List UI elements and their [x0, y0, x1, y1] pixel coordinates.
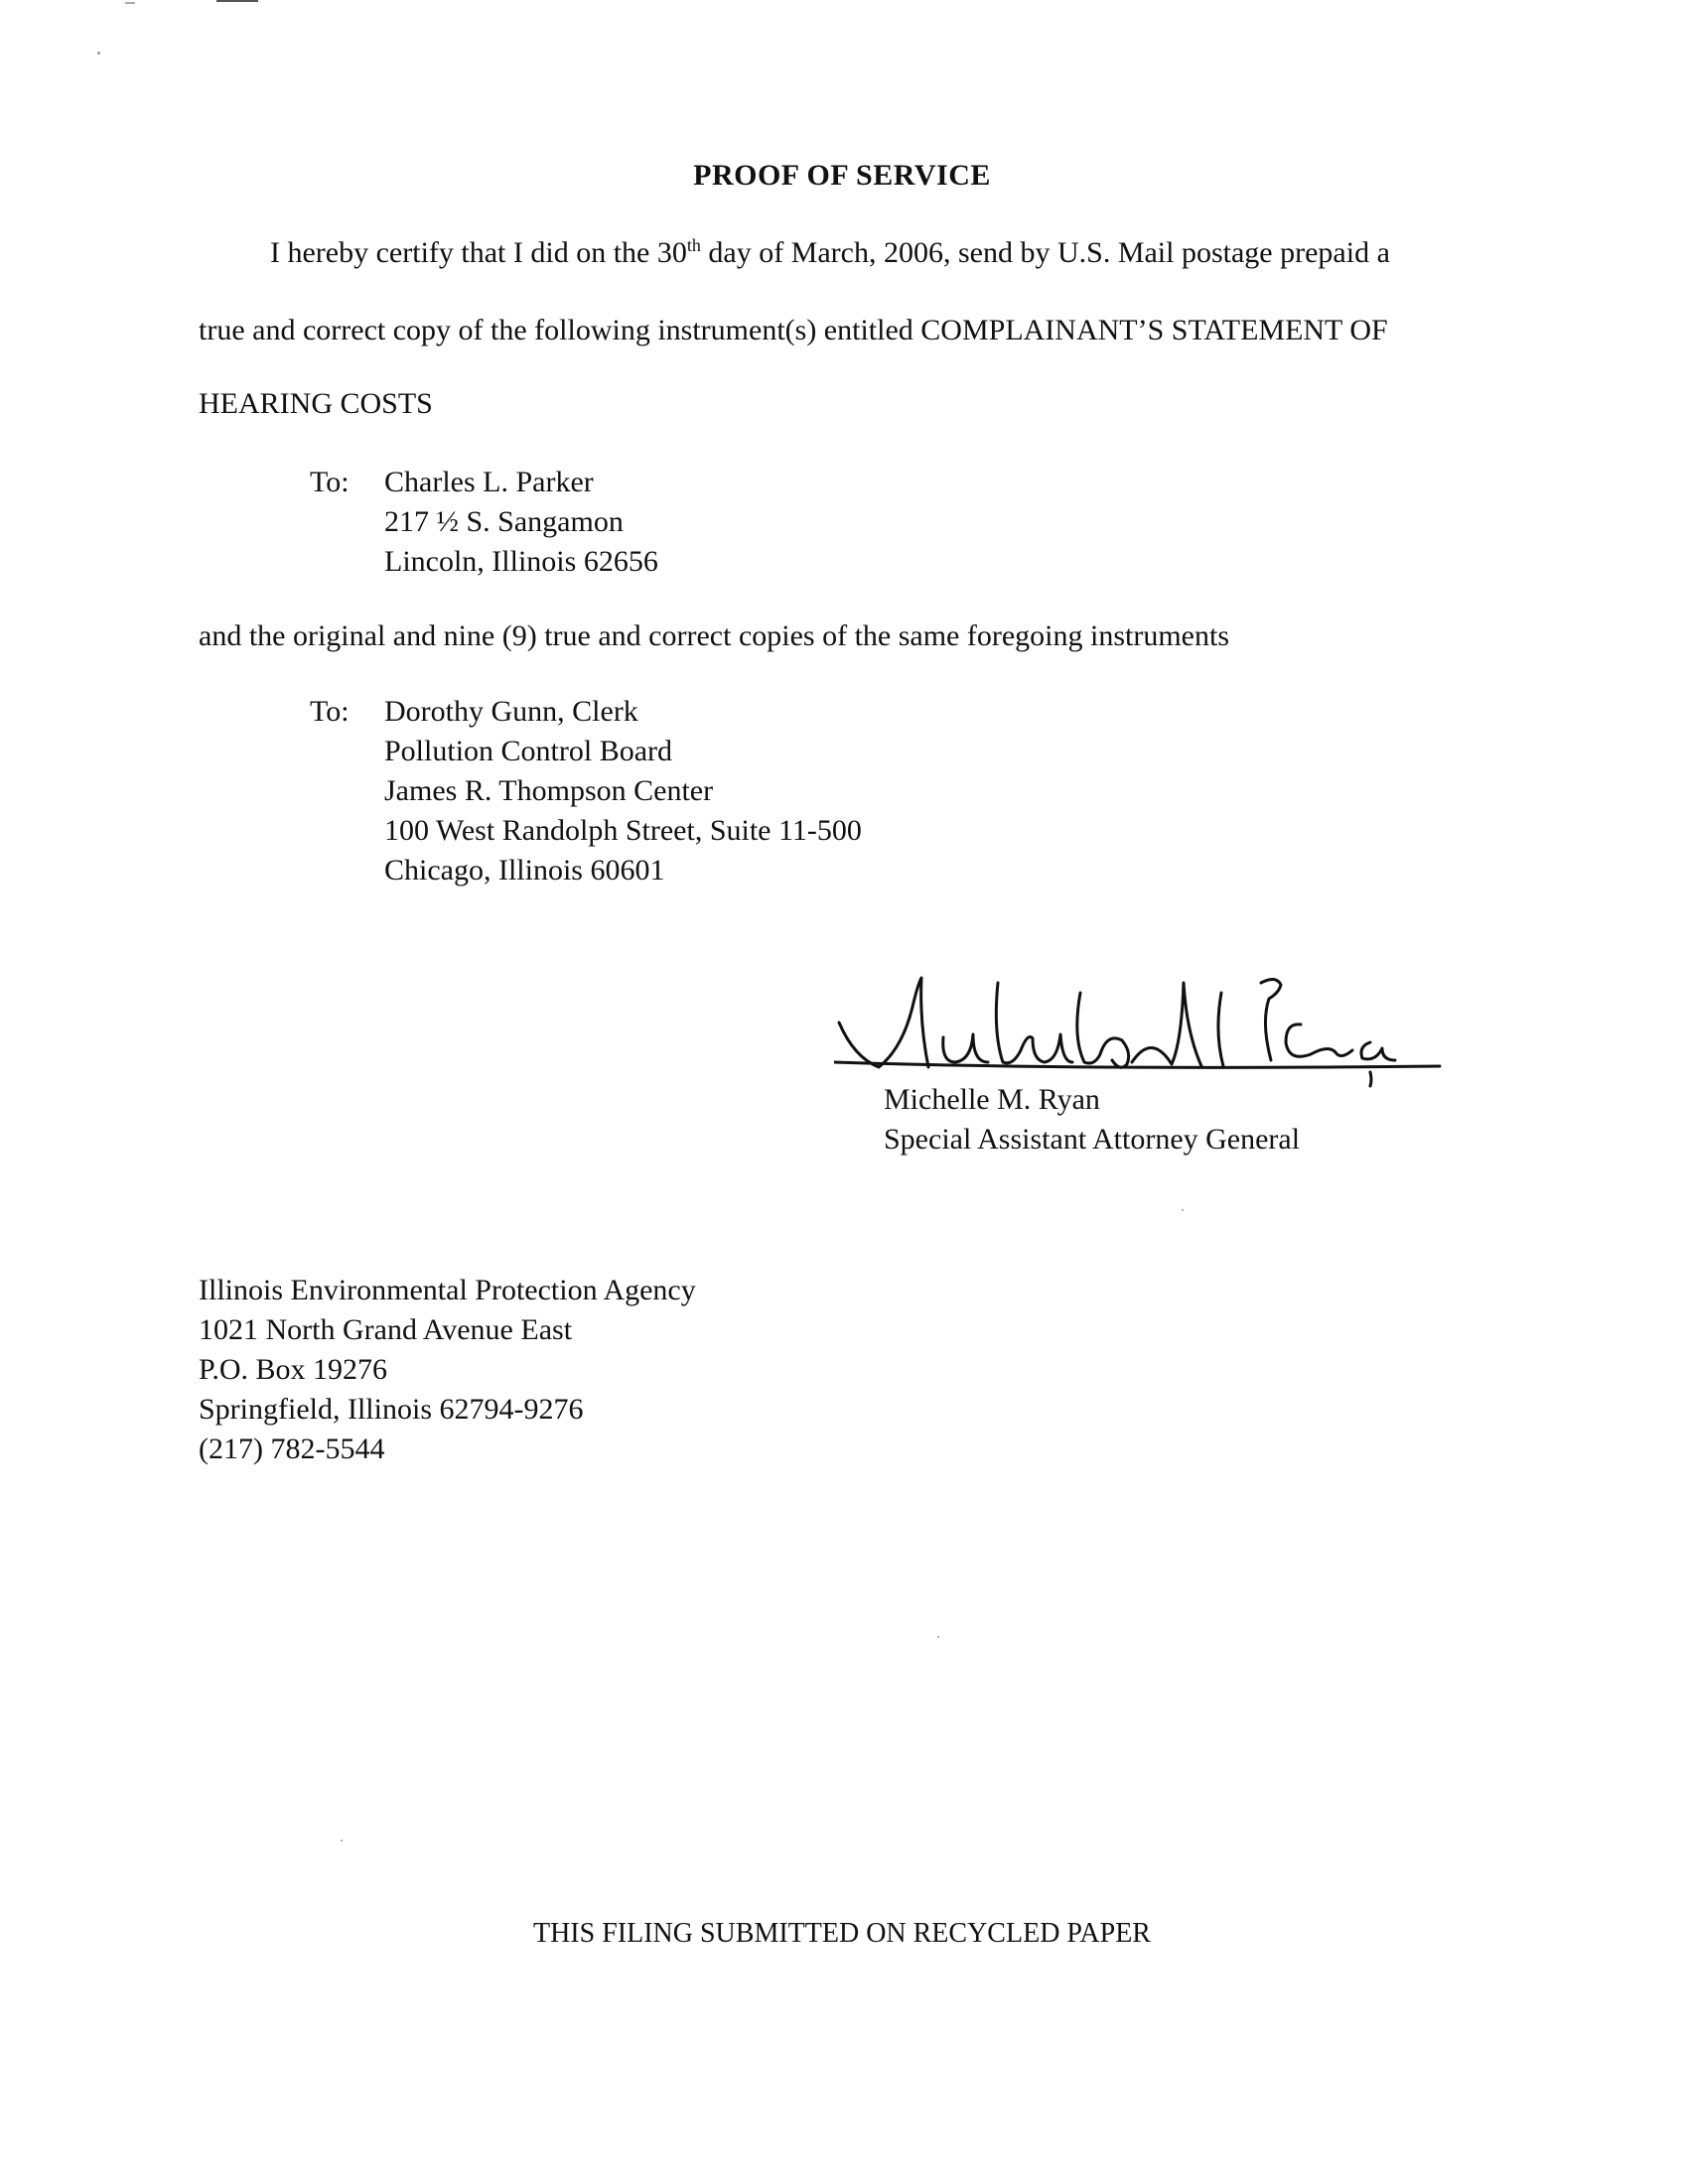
agency-name: Illinois Environmental Protection Agency [199, 1274, 696, 1306]
agency-street: 1021 North Grand Avenue East [199, 1313, 573, 1346]
signer-title: Special Assistant Attorney General [884, 1123, 1301, 1156]
recipient-2-city: Chicago, Illinois 60601 [384, 854, 665, 887]
scan-speck [1182, 1209, 1184, 1211]
scan-mark [216, 0, 258, 2]
certify-line-1 [270, 236, 1390, 270]
scan-mark [125, 2, 135, 4]
recipient-1-to-label: To: [310, 466, 350, 498]
recipient-2-name: Dorothy Gunn, Clerk [384, 695, 638, 728]
recipient-1-street: 217 ½ S. Sangamon [384, 505, 624, 538]
footer-note: THIS FILING SUBMITTED ON RECYCLED PAPER [532, 1918, 1151, 1949]
agency-city: Springfield, Illinois 62794-9276 [199, 1393, 584, 1426]
signature-image [834, 963, 1450, 1092]
certify-superscript: th [686, 235, 701, 255]
scan-speck [937, 1636, 939, 1638]
signer-name: Michelle M. Ryan [884, 1083, 1100, 1116]
certify-line-3: HEARING COSTS [199, 387, 433, 420]
agency-po-box: P.O. Box 19276 [199, 1353, 388, 1386]
recipient-2-to-label: To: [310, 695, 350, 728]
signer-block [884, 1080, 1300, 1160]
recipient-2-org: Pollution Control Board [384, 735, 673, 767]
certify-line-2: true and correct copy of the following instrument(s) entitled COMPLAINANT’S STATEMENT OF [199, 314, 1388, 346]
agency-block [199, 1271, 696, 1469]
certify-text-part2: day of March, 2006, send by U.S. Mail postage prepaid a [700, 236, 1390, 269]
page-title: PROOF OF SERVICE [693, 159, 991, 192]
agency-phone: (217) 782-5544 [199, 1433, 385, 1465]
recipient-2-street: 100 West Randolph Street, Suite 11-500 [384, 814, 862, 847]
recipient-1-city: Lincoln, Illinois 62656 [384, 545, 658, 578]
recipient-1-address [384, 463, 658, 582]
recipient-2-address [384, 692, 862, 890]
recipient-2-building: James R. Thompson Center [384, 774, 714, 807]
scan-speck [341, 1840, 343, 1842]
certify-text-part1: I hereby certify that I did on the 30 [270, 236, 687, 269]
recipient-1-name: Charles L. Parker [384, 466, 594, 498]
scan-speck [97, 52, 100, 55]
middle-statement: and the original and nine (9) true and correct copies of the same foregoing instruments [199, 619, 1229, 652]
